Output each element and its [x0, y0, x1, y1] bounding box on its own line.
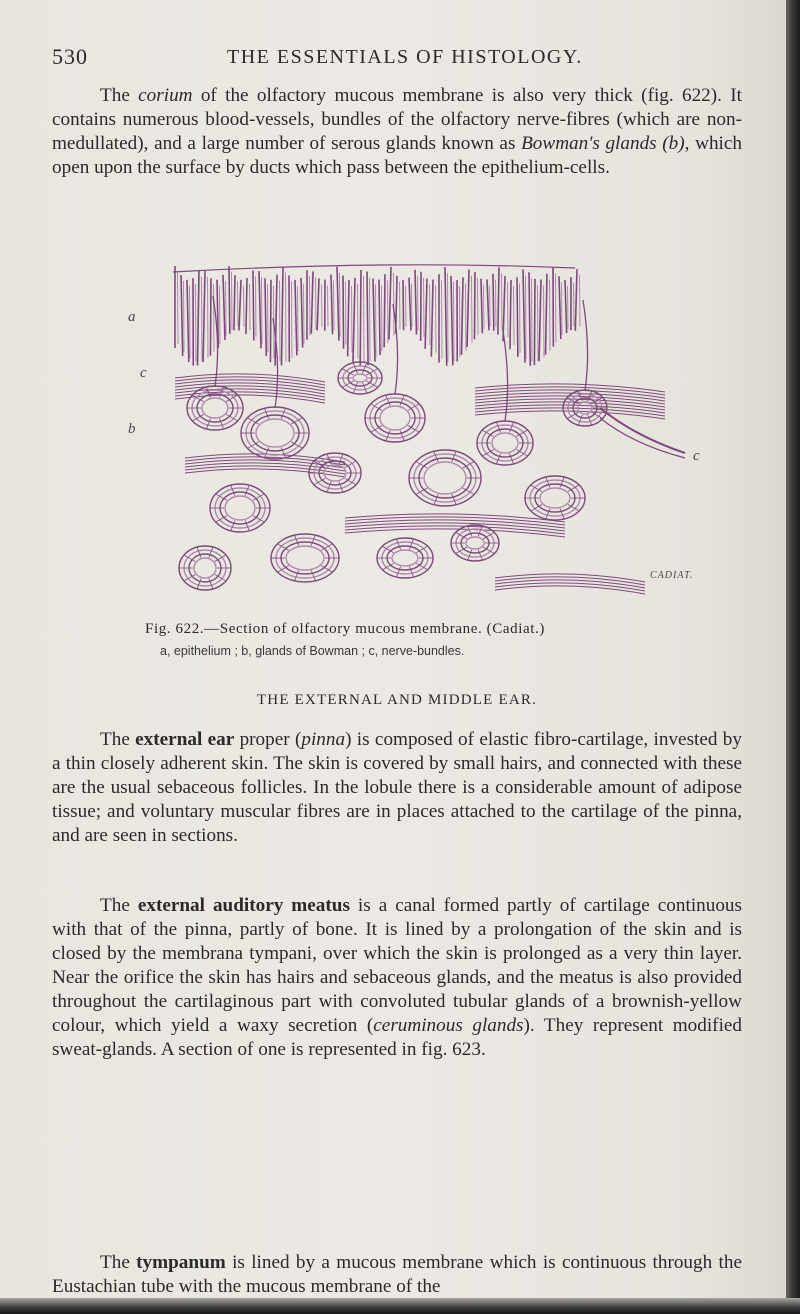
epithelium-cell-shade — [226, 281, 227, 336]
bowman-gland-tubule — [380, 406, 410, 430]
label-c-left: c — [140, 365, 147, 381]
epithelium-cell — [239, 280, 241, 331]
epithelium-cell-shade — [256, 276, 257, 336]
epithelium-cell-shade — [190, 286, 191, 358]
epithelium-cell-shade — [472, 276, 473, 343]
epithelium-cell-shade — [376, 285, 377, 358]
epithelium-cell — [493, 274, 494, 331]
epithelium-cell-shade — [244, 286, 245, 327]
epithelium-cell-shade — [178, 272, 179, 344]
epithelium-cell-shade — [268, 284, 269, 352]
figure-caption: Fig. 622.—Section of olfactory mucous membrane. (Cadiat.) — [145, 621, 545, 637]
epithelium-cell — [265, 278, 266, 356]
page-header — [52, 44, 752, 74]
bowman-gland-tubule — [324, 465, 346, 481]
epithelium-cell-shade — [352, 286, 353, 352]
epithelium-cell-shade — [388, 280, 389, 343]
epithelium-cell — [474, 272, 475, 339]
epithelium-cell-shade — [322, 284, 323, 326]
epithelium-cell — [565, 280, 567, 333]
epithelium-cell — [281, 266, 283, 365]
epithelium-cell — [210, 278, 211, 355]
bowman-gland-tubule — [540, 488, 570, 508]
epithelium-cell — [367, 272, 368, 366]
epithelium-cell-shade — [490, 285, 491, 326]
epithelium-cell-shade — [406, 286, 407, 326]
paragraph-tympanum: The tympanum is lined by a mucous membrane which is continuous through the Eustachian tube with the mucous membrane of the — [52, 1252, 742, 1297]
epithelium-cell — [295, 280, 297, 356]
nerve-bundle-fibre — [495, 574, 645, 582]
epithelium-cell — [301, 278, 303, 348]
epithelium-cell — [431, 280, 433, 357]
epithelium-cell — [348, 280, 349, 356]
epithelium-cell — [498, 267, 499, 334]
epithelium-cell-shade — [412, 284, 413, 327]
epithelium-cell — [343, 276, 344, 349]
epithelium-cell-shade — [436, 286, 437, 353]
epithelium-cell-shade — [214, 284, 215, 351]
bowman-gland-tubule — [392, 550, 418, 566]
epithelium-cell-shade — [232, 272, 233, 330]
epithelium-cell-shade — [550, 280, 551, 351]
bowman-gland-tubule — [461, 533, 489, 553]
epithelium-cell-shade — [448, 273, 449, 362]
epithelium-cell — [534, 279, 535, 365]
epithelium-cell-shade — [196, 284, 197, 361]
epithelium-cell-shade — [514, 286, 515, 345]
epithelium-cell — [229, 266, 230, 334]
bowman-gland-tubule — [251, 415, 299, 451]
nerve-bundle-fibre — [175, 374, 325, 382]
bowman-gland-tubule — [286, 546, 324, 570]
epithelium-cell — [529, 272, 530, 366]
epithelium-cell-shade — [574, 283, 575, 326]
epithelium-cell-shade — [238, 281, 239, 326]
gland-duct — [503, 331, 508, 421]
epithelium-cell-shade — [346, 282, 347, 345]
epithelium-cell-shade — [526, 275, 527, 358]
epithelium-cell-shade — [310, 276, 311, 336]
epithelium-cell — [409, 278, 411, 331]
epithelium-cell-shade — [304, 284, 305, 344]
epithelium-cell-shade — [382, 286, 383, 352]
label-b: b — [128, 421, 136, 437]
epithelium-cell — [270, 280, 271, 363]
epithelium-cell — [181, 275, 183, 356]
epithelium-cell — [546, 274, 547, 355]
engraver-signature: CADIAT. — [650, 570, 694, 581]
page-number: 530 — [52, 44, 88, 69]
epithelium-cell — [317, 278, 319, 330]
gland-duct — [583, 300, 588, 390]
label-c-right: c — [693, 448, 700, 464]
section-heading: THE EXTERNAL AND MIDDLE EAR. — [256, 692, 538, 708]
nerve-bundle-right — [600, 408, 685, 453]
epithelium-cell — [234, 275, 235, 330]
page-bottom-shadow — [0, 1298, 800, 1314]
epithelium-cell-shade — [532, 278, 533, 362]
paragraph-corium: The corium of the olfactory mucous membrane is also very thick (fig. 622). It contains numerous blood-vessels, bundles of the olfactory nerve-fibres (which are non-medullated), and a large number of serous glands known as Bowman's glands (b), which open upon the surface by ducts which pass between the epithelium-cells. — [52, 85, 742, 178]
epithelium-cell-shade — [208, 277, 209, 358]
epithelium-cell — [539, 279, 541, 361]
bowman-gland-tubule — [220, 492, 260, 524]
epithelium-cell-shade — [358, 284, 359, 359]
epithelium-cell-shade — [460, 286, 461, 357]
epithelium-cell-shade — [316, 277, 317, 329]
epithelium-cell-shade — [556, 274, 557, 343]
epithelium-cell — [461, 277, 463, 354]
epithelium-cell — [425, 279, 427, 349]
bowman-gland-tubule — [225, 496, 255, 520]
epithelium-cell — [337, 267, 339, 341]
epithelium-cell-shade — [538, 285, 539, 361]
term-ceruminous-glands: ceruminous glands — [373, 1015, 524, 1036]
epithelium-cell-shade — [520, 283, 521, 353]
term-tympanum: tympanum — [136, 1252, 226, 1273]
bowman-gland-tubule — [466, 537, 484, 549]
paragraph-auditory-meatus: The external auditory meatus is a canal formed partly of cartilage continuous with that of the pinna, partly of bone. It is lined by a prolongation of the skin and is closed by the membrana tympani, over which the skin is prolonged as a very thin layer. Near the orifice the skin has hairs and sebaceous glands, and the meatus is also provided throughout the cartilaginous part with convoluted tubular glands of a brownish-yellow colour, which yield a waxy secretion (ceruminous glands). They represent modified sweat-glands. A section of one is represented in fig. 623. — [52, 895, 743, 1060]
epithelium-cell-shade — [400, 282, 401, 330]
epithelium-cell-shade — [430, 285, 431, 345]
bowman-gland-tubule — [375, 402, 415, 434]
epithelium-cell — [373, 279, 375, 362]
epithelium-cell-shade — [286, 272, 287, 361]
epithelium-cell — [353, 278, 355, 363]
nerve-bundle-fibre — [345, 514, 565, 522]
epithelium-cell-shade — [484, 285, 485, 330]
epithelium-cell-shade — [328, 286, 329, 327]
epithelium-cell-shade — [298, 286, 299, 352]
epithelium-cell — [331, 274, 333, 334]
epithelium-cell-shade — [418, 276, 419, 331]
epithelium-cell-shade — [568, 286, 569, 329]
histology-engraving — [145, 258, 705, 618]
book-spine-shadow — [786, 0, 800, 1314]
epithelium-cell — [187, 280, 189, 362]
epithelium-cell — [197, 271, 199, 366]
epithelium-cell — [403, 280, 404, 330]
epithelium-cell — [575, 269, 577, 331]
epithelium-cell-shade — [340, 273, 341, 337]
epithelium-cell — [246, 278, 247, 334]
nerve-bundle-right — [600, 418, 685, 458]
bowman-gland-tubule — [492, 433, 518, 453]
term-external-ear: external ear — [135, 729, 235, 750]
epithelium-cell-shade — [250, 284, 251, 330]
epithelium-cell — [203, 271, 205, 362]
epithelium-cell-shade — [454, 282, 455, 361]
olfactory-membrane-illustration — [128, 258, 705, 618]
epithelium-cell — [451, 276, 453, 365]
epithelium-cell-shade — [478, 278, 479, 335]
epithelium-cell — [481, 279, 482, 334]
epithelium-cell — [510, 280, 511, 349]
label-a: a — [128, 309, 136, 325]
bowman-gland-tubule — [194, 558, 216, 578]
epithelium-cell-shade — [184, 281, 185, 352]
epithelium-cell-shade — [202, 277, 203, 362]
epithelium-cell — [259, 271, 261, 348]
epithelium-surface — [173, 265, 575, 272]
epithelium-cell — [384, 274, 385, 347]
epithelium-cell-shade — [466, 283, 467, 350]
epithelium-cell — [445, 267, 447, 366]
bowman-gland-tubule — [281, 542, 329, 574]
epithelium-cell — [487, 279, 489, 330]
term-pinna: pinna — [301, 729, 346, 750]
term-corium: corium — [138, 85, 193, 106]
bowman-gland-tubule — [256, 419, 294, 447]
bowman-gland-tubule — [419, 458, 471, 498]
bowman-gland-tubule — [353, 374, 367, 382]
bowman-gland-tubule — [202, 398, 228, 418]
figure-legend: a, epithelium ; b, glands of Bowman ; c, nerve-bundles. — [160, 644, 465, 658]
epithelium-cell-shade — [262, 277, 263, 344]
running-head: THE ESSENTIALS OF HISTOLOGY. — [227, 46, 583, 68]
epithelium-cell-shade — [508, 282, 509, 337]
epithelium-cell — [379, 280, 380, 356]
epithelium-cell — [360, 270, 361, 366]
epithelium-cell-shade — [370, 278, 371, 362]
term-external-auditory-meatus: external auditory meatus — [137, 895, 350, 916]
epithelium-cell-shade — [580, 275, 581, 327]
epithelium-cell-shade — [220, 286, 221, 344]
epithelium-cell-shade — [442, 280, 443, 359]
epithelium-cell — [467, 270, 469, 347]
epithelium-cell-shade — [562, 282, 563, 335]
nerve-bundle-fibre — [475, 384, 665, 392]
epithelium-cell-shade — [424, 278, 425, 337]
epithelium-cell-shade — [364, 276, 365, 362]
epithelium-cell-shade — [496, 280, 497, 327]
epithelium-cell-shade — [292, 281, 293, 357]
epithelium-cell — [517, 277, 518, 357]
epithelium-cell — [559, 276, 561, 339]
epithelium-cell-shade — [502, 273, 503, 330]
epithelium-cell-shade — [280, 281, 281, 362]
term-bowmans-glands: Bowman's glands (b) — [521, 133, 685, 154]
bowman-gland-tubule — [424, 462, 466, 494]
epithelium-cell — [253, 270, 254, 340]
epithelium-cell — [523, 269, 525, 362]
epithelium-cell-shade — [544, 285, 545, 357]
epithelium-cell — [223, 275, 225, 340]
epithelium-cell — [415, 270, 416, 335]
epithelium-cell — [311, 271, 313, 333]
epithelium-cell — [389, 267, 391, 340]
paragraph-external-ear: The external ear proper (pinna) is composed of elastic fibro-cartilage, invested by a thin closely adherent skin. The skin is covered by small hairs, and connected with these are the usual sebaceous follicles. In the lobule there is a considerable amount of adipose tissue; and voluntary muscular fibres are in places attached to the cartilage of the pinna, and are seen in sections. — [52, 729, 742, 846]
epithelium-cell-shade — [334, 280, 335, 330]
